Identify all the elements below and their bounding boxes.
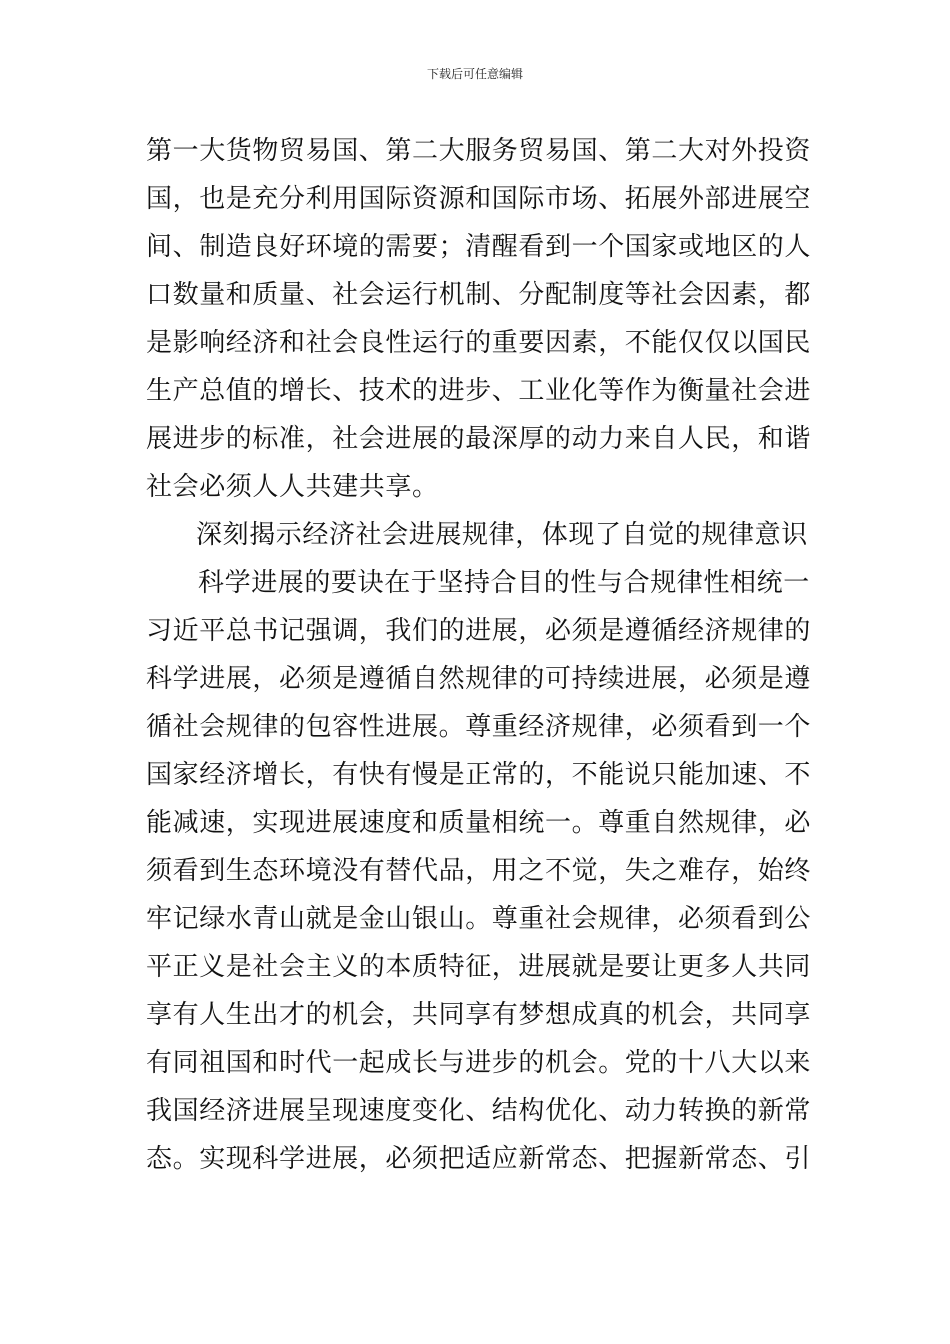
body-line: 科学进展的要诀在于坚持合目的性与合规律性相统一 xyxy=(198,568,810,598)
body-line: 享有人生出才的机会，共同享有梦想成真的机会，共同享 xyxy=(146,1000,812,1030)
body-line: 能减速，实现进展速度和质量相统一。尊重自然规律，必 xyxy=(146,808,812,838)
body-line: 国家经济增长，有快有慢是正常的，不能说只能加速、不 xyxy=(146,760,812,790)
body-line: 习近平总书记强调，我们的进展，必须是遵循经济规律的 xyxy=(146,616,812,646)
body-line: 科学进展，必须是遵循自然规律的可持续进展，必须是遵 xyxy=(146,664,812,694)
body-line: 是影响经济和社会良性运行的重要因素，不能仅仅以国民 xyxy=(146,328,812,358)
body-line: 第一大货物贸易国、第二大服务贸易国、第二大对外投资 xyxy=(146,136,812,166)
body-line: 平正义是社会主义的本质特征，进展就是要让更多人共同 xyxy=(146,952,812,982)
body-line: 国，也是充分利用国际资源和国际市场、拓展外部进展空 xyxy=(146,184,812,214)
body-line: 态。实现科学进展，必须把适应新常态、把握新常态、引 xyxy=(146,1144,812,1174)
document-body xyxy=(146,127,812,1183)
body-line: 循社会规律的包容性进展。尊重经济规律，必须看到一个 xyxy=(146,712,812,742)
page-header: 下载后可任意编辑 xyxy=(426,67,523,81)
body-line: 我国经济进展呈现速度变化、结构优化、动力转换的新常 xyxy=(146,1096,812,1126)
body-line: 口数量和质量、社会运行机制、分配制度等社会因素，都 xyxy=(146,280,812,310)
body-line: 须看到生态环境没有替代品，用之不觉，失之难存，始终 xyxy=(146,856,812,886)
section-heading: 深刻揭示经济社会进展规律，体现了自觉的规律意识 xyxy=(196,520,808,550)
body-line: 展进步的标准，社会进展的最深厚的动力来自人民，和谐 xyxy=(146,424,812,454)
body-line: 有同祖国和时代一起成长与进步的机会。党的十八大以来 xyxy=(146,1048,812,1078)
body-line: 间、制造良好环境的需要；清醒看到一个国家或地区的人 xyxy=(146,232,812,262)
body-line: 社会必须人人共建共享。 xyxy=(146,472,439,502)
body-line: 牢记绿水青山就是金山银山。尊重社会规律，必须看到公 xyxy=(146,904,812,934)
body-line: 生产总值的增长、技术的进步、工业化等作为衡量社会进 xyxy=(146,376,812,406)
